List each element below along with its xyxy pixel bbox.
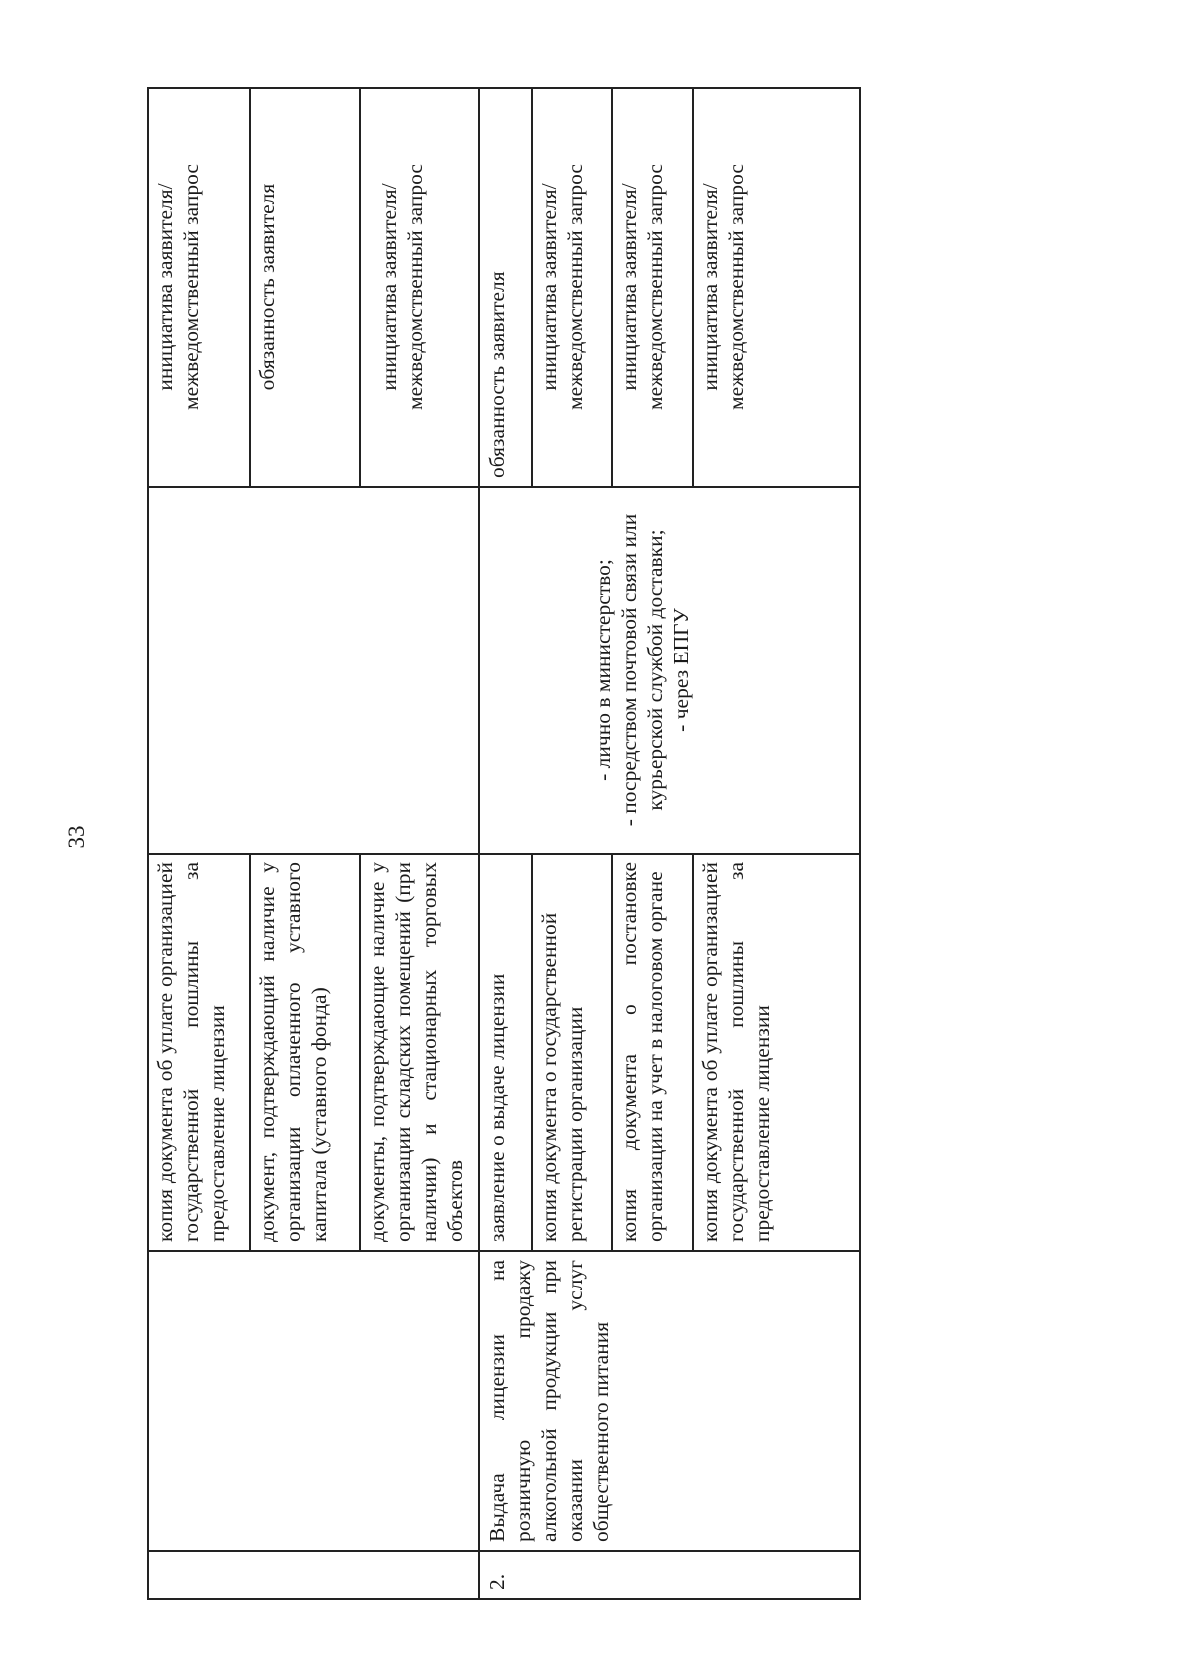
document-name: документы, подтверждающие наличие у организации складских помещений (при наличии) и стационарных торговых объектов xyxy=(365,862,467,1242)
col-separator xyxy=(147,487,861,489)
row-number: 2. xyxy=(485,1573,509,1590)
col-separator xyxy=(147,1551,861,1553)
col-separator xyxy=(147,854,861,856)
table-border-left xyxy=(147,1598,861,1600)
col-separator xyxy=(147,1251,861,1253)
document-name: документ, подтверждающий наличие у организации оплаченного уставного капитала (уставного фонда) xyxy=(255,862,331,1242)
table-border-bottom xyxy=(859,87,861,1600)
document-name: копия документа о постановке организации на учет в налоговом органе xyxy=(617,862,667,1242)
document-basis: инициатива заявителя/межведомственный запрос xyxy=(377,164,427,410)
document-basis: инициатива заявителя/межведомственный запрос xyxy=(698,164,748,410)
document-basis: обязанность заявителя xyxy=(255,183,279,391)
document-name: заявление о выдаче лицензии xyxy=(485,973,509,1242)
table-border-right xyxy=(147,87,861,89)
page-number: 33 xyxy=(64,825,89,849)
document-name: копия документа об уплате организацией государственной пошлины за предоставление лицензии xyxy=(698,862,774,1242)
document-name: копия документа о государственной регистрации организации xyxy=(537,912,587,1242)
service-name: Выдача лицензии на розничную продажу алкогольной продукции при оказании услуг общественного питания xyxy=(485,1260,613,1542)
row-separator xyxy=(478,87,480,1600)
document-name: копия документа об уплате организацией государственной пошлины за предоставление лицензии xyxy=(153,862,229,1242)
submission-method: - лично в министерство; - посредством почтовой связи или курьерской службой доставки; - через ЕПГУ xyxy=(591,513,693,827)
document-basis: обязанность заявителя xyxy=(485,271,509,478)
document-basis: инициатива заявителя/межведомственный запрос xyxy=(537,164,587,410)
document-basis: инициатива заявителя/межведомственный запрос xyxy=(153,164,203,410)
services-table xyxy=(147,87,861,1600)
document-basis: инициатива заявителя/межведомственный запрос xyxy=(617,164,667,410)
doc-separator xyxy=(359,87,361,488)
